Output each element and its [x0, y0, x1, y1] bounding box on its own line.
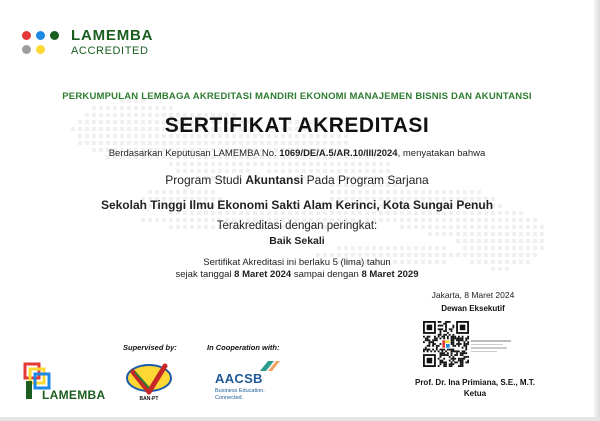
signatory-position: Ketua: [463, 389, 487, 398]
page-bottom-edge: [0, 417, 600, 421]
program-prefix: Program Studi: [165, 173, 246, 187]
validity-period: [0, 269, 594, 280]
decree-suffix: , menyatakan bahwa: [397, 148, 486, 159]
period-start: 8 Maret 2024: [234, 269, 292, 280]
institution-name: Sekolah Tinggi Ilmu Ekonomi Sakti Alam Kerinci, Kota Sungai Penuh: [100, 198, 494, 212]
logo-dot: [22, 45, 31, 54]
banpt-name: BAN-PT: [139, 396, 159, 402]
logo-dot: [36, 45, 45, 54]
logo-dot: [36, 31, 45, 40]
logo-dot: [22, 31, 31, 40]
signature-board: Dewan Eksekutif: [441, 304, 505, 313]
validity-text: Sertifikat Akreditasi ini berlaku 5 (lima) tahun: [203, 257, 391, 268]
signatory-name: Prof. Dr. Ina Primiana, S.E., M.T.: [414, 378, 536, 387]
logo-subtitle: ACCREDITED: [71, 45, 149, 57]
signature-place-date: Jakarta, 8 Maret 2024: [431, 290, 515, 300]
aacsb-tagline-2: Connected.: [215, 395, 244, 401]
rating-intro: Terakreditasi dengan peringkat:: [216, 220, 378, 232]
decree-number: 1069/DE/A.5/AR.10/III/2024: [279, 148, 398, 159]
lamemba-footer-name: LAMEMBA: [42, 388, 106, 402]
program-line: [0, 173, 594, 187]
program-name: Akuntansi: [245, 173, 304, 187]
lamemba-header-logo: [22, 28, 153, 57]
period-end: 8 Maret 2029: [361, 269, 419, 280]
logo-name: LAMEMBA: [71, 27, 154, 44]
organization-name: PERKUMPULAN LEMBAGA AKREDITASI MANDIRI EKONOMI MANAJEMEN BISNIS DAN AKUNTANSI: [62, 91, 532, 102]
aacsb-tagline-1: Business Education.: [215, 388, 265, 394]
rating-value: Baik Sekali: [269, 235, 325, 247]
period-prefix: sejak tanggal: [175, 269, 235, 280]
supervised-label: Supervised by:: [123, 343, 177, 352]
decree-prefix: Berdasarkan Keputusan LAMEMBA No.: [108, 148, 280, 159]
decree-line: [0, 148, 594, 159]
page-edge-shadow: [594, 0, 600, 421]
logo-dots-icon: [22, 31, 59, 54]
period-mid: sampai dengan: [291, 269, 362, 280]
certificate-title: SERTIFIKAT AKREDITASI: [164, 114, 430, 137]
logo-dot: [50, 31, 59, 40]
cooperation-label: In Cooperation with:: [207, 343, 280, 352]
aacsb-name: AACSB: [215, 371, 263, 386]
qr-caption: [471, 340, 517, 352]
program-suffix: Pada Program Sarjana: [303, 173, 429, 187]
logo-dot: [50, 45, 59, 54]
qr-code-icon: [423, 321, 469, 367]
